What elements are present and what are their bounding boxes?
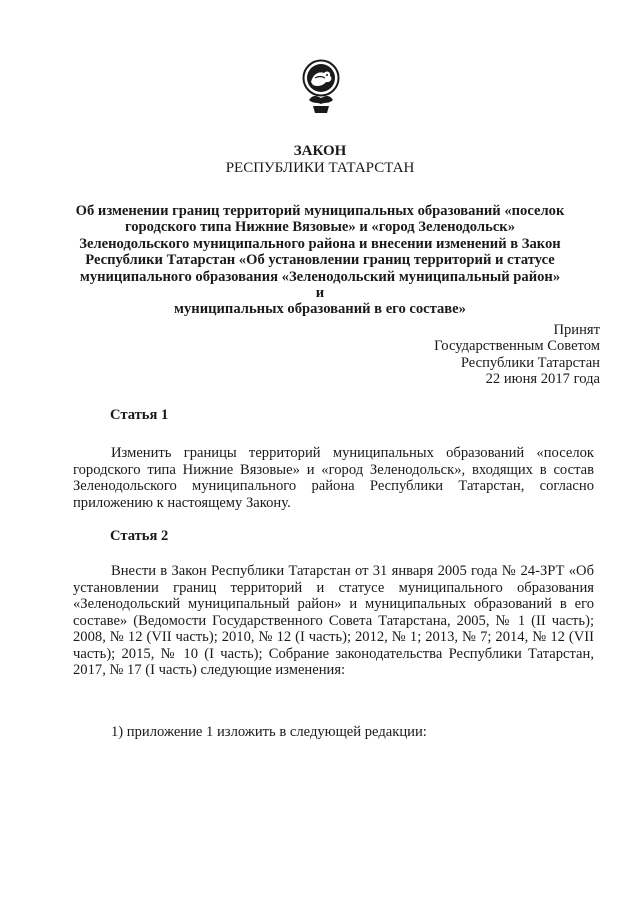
law-title-line: муниципального образования «Зеленодольский муниципальный район» и [79,268,561,302]
tatarstan-coat-of-arms-icon [299,58,343,116]
article-2-item-1: 1) приложение 1 изложить в следующей редакции: [111,724,427,740]
law-title-line: Зеленодольского муниципального района и внесении изменений в Закон [79,235,561,252]
law-title-line: Республики Татарстан «Об установлении границ территорий и статусе [85,252,555,269]
adoption-date: 22 июня 2017 года [485,370,600,387]
adoption-line: Республики Татарстан [460,354,600,371]
law-title [74,203,566,318]
article-2-heading: Статья 2 [110,528,169,544]
law-title-line: Об изменении границ территорий муниципальных образований «поселок [75,203,565,219]
law-title-line: городского типа Нижние Вязовые» и «город Зеленодольск» [124,219,516,236]
adoption-line: Принят [553,322,600,338]
issuing-authority: РЕСПУБЛИКИ ТАТАРСТАН [225,160,415,176]
article-1-paragraph: Изменить границы территорий муниципальных образований «поселок городского типа Нижние Вязовые» и «город Зеленодольск», входящих в состав Зеленодольского муниципального района Республики Татарстан, согласно приложению к настоящему Закону. [73,445,594,511]
article-1-heading: Статья 1 [110,407,169,423]
adoption-line: Государственным Советом [434,338,600,355]
law-title-line: муниципальных образований в его составе» [174,301,466,318]
document-type: ЗАКОН [293,143,347,159]
adoption-block [434,322,600,387]
article-2-paragraph: Внести в Закон Республики Татарстан от 31 января 2005 года № 24-ЗРТ «Об установлении границ территорий и статусе муниципального образования «Зеленодольский муниципальный район» и муниципальных образований в его составе» (Ведомости Государственного Совета Татарстана, 2005, № 1 (II часть); 2008, № 12 (VII часть); 2010, № 12 (I часть); 2012, № 1; 2013, № 7; 2014, № 12 (VII часть); 2015, № 10 (I часть); Собрание законодательства Республики Татарстан, 2017, № 17 (I часть) следующие изменения: [73,563,594,678]
